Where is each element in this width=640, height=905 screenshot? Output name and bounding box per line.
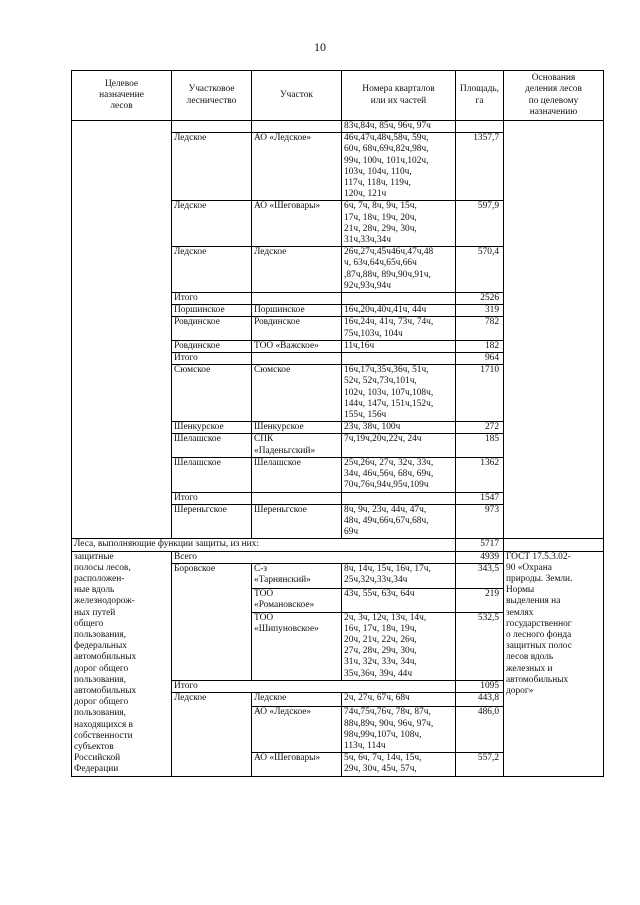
area-cell: 1547 bbox=[456, 492, 504, 504]
area-cell: 319 bbox=[456, 305, 504, 317]
plot-cell bbox=[252, 293, 342, 305]
header-area: Площадь, га bbox=[456, 71, 504, 121]
table-row bbox=[72, 121, 604, 133]
quarters-cell: 8ч, 9ч, 23ч, 44ч, 47ч, 48ч, 49ч,66ч,67ч,68ч, 69ч bbox=[342, 504, 456, 539]
protective-total: 5717 bbox=[456, 539, 504, 551]
quarters-cell bbox=[342, 353, 456, 365]
header-basis: Основания деления лесов по целевому назначению bbox=[504, 71, 604, 121]
header-forestry: Участковое лесничество bbox=[172, 71, 252, 121]
area-cell: 486,0 bbox=[456, 707, 504, 753]
basis-cell bbox=[504, 121, 604, 539]
plot-cell: Шенкурское bbox=[252, 422, 342, 434]
table-header-row bbox=[72, 71, 604, 121]
plot-cell bbox=[252, 492, 342, 504]
plot-cell: АО «Ледское» bbox=[252, 707, 342, 753]
forestry-cell: Ледское bbox=[172, 247, 252, 293]
area-cell: 570,4 bbox=[456, 247, 504, 293]
quarters-cell: 11ч,16ч bbox=[342, 340, 456, 352]
plot-cell bbox=[252, 353, 342, 365]
plot-cell: Ледское bbox=[252, 247, 342, 293]
area-cell: 782 bbox=[456, 317, 504, 340]
forestry-cell: Шенкурское bbox=[172, 422, 252, 434]
area-cell: 597,9 bbox=[456, 201, 504, 247]
quarters-cell: 5ч, 6ч, 7ч, 14ч, 15ч, 29ч, 30ч, 45ч, 57ч, bbox=[342, 753, 456, 776]
basis-gost-cell: ГОСТ 17.5.3.02- 90 «Охрана природы. Земли. Нормы выделения на землях государственног о лесного фонда защитных полос лесов вдоль железных и автомобильных дорог» bbox=[504, 551, 604, 776]
area-cell: 1710 bbox=[456, 365, 504, 422]
quarters-cell bbox=[342, 492, 456, 504]
section-1-body bbox=[72, 121, 604, 539]
forestry-cell: Шереньгское bbox=[172, 504, 252, 539]
protective-heading-row bbox=[72, 539, 604, 551]
plot-cell: Ледское bbox=[252, 693, 342, 707]
protective-heading: Леса, выполняющие функции защиты, из них: bbox=[72, 539, 456, 551]
header-plot: Участок bbox=[252, 71, 342, 121]
plot-cell: С-з «Тарнянский» bbox=[252, 563, 342, 589]
area-cell: 532,5 bbox=[456, 612, 504, 680]
area-cell: 557,2 bbox=[456, 753, 504, 776]
plot-cell: Шелашское bbox=[252, 457, 342, 492]
subtotal-value: 1095 bbox=[456, 680, 504, 692]
quarters-cell bbox=[342, 293, 456, 305]
section-2-body bbox=[72, 539, 604, 776]
quarters-cell: 83ч,84ч, 85ч, 96ч, 97ч bbox=[342, 121, 456, 133]
quarters-cell: 8ч, 14ч, 15ч, 16ч, 17ч, 25ч,32ч,33ч,34ч bbox=[342, 563, 456, 589]
forestry-cell: Поршинское bbox=[172, 305, 252, 317]
quarters-cell: 74ч,75ч,76ч, 78ч, 87ч, 88ч,89ч, 90ч, 96ч, 97ч, 98ч,99ч,107ч, 108ч, 113ч, 114ч bbox=[342, 707, 456, 753]
quarters-cell: 16ч,20ч,40ч,41ч, 44ч bbox=[342, 305, 456, 317]
forestry-cell: Сюмское bbox=[172, 365, 252, 422]
plot-cell: Поршинское bbox=[252, 305, 342, 317]
purpose-cell bbox=[72, 121, 172, 539]
forestry-cell: Ледское bbox=[172, 133, 252, 201]
total-row bbox=[72, 551, 604, 563]
area-cell: 973 bbox=[456, 504, 504, 539]
quarters-cell: 23ч, 38ч, 100ч bbox=[342, 422, 456, 434]
area-cell: 1357,7 bbox=[456, 133, 504, 201]
forestry-cell: Итого bbox=[172, 293, 252, 305]
forestry-cell: Ровдинское bbox=[172, 340, 252, 352]
forestry-cell: Шелашское bbox=[172, 434, 252, 457]
forestry-cell bbox=[172, 121, 252, 133]
quarters-cell: 43ч, 55ч, 63ч, 64ч bbox=[342, 589, 456, 612]
total-label: Всего bbox=[172, 551, 456, 563]
quarters-cell: 26ч,27ч,45ч46ч,47ч,48 ч, 63ч,64ч,65ч,66ч ,87ч,88ч, 89ч,90ч,91ч, 92ч,93ч,94ч bbox=[342, 247, 456, 293]
area-cell: 2526 bbox=[456, 293, 504, 305]
area-cell: 185 bbox=[456, 434, 504, 457]
quarters-cell: 2ч, 3ч, 12ч, 13ч, 14ч, 16ч, 17ч, 18ч, 19ч, 20ч, 21ч, 22ч, 26ч, 27ч, 28ч, 29ч, 30ч, 31ч, 32ч, 33ч, 34ч, 35ч,36ч, 39ч, 44ч bbox=[342, 612, 456, 680]
area-cell: 1362 bbox=[456, 457, 504, 492]
forestry-cell: Шелашское bbox=[172, 457, 252, 492]
forestry-cell: Ледское bbox=[172, 201, 252, 247]
area-cell: 443,8 bbox=[456, 693, 504, 707]
plot-cell: АО «Ледское» bbox=[252, 133, 342, 201]
plot-cell: АО «Шеговары» bbox=[252, 201, 342, 247]
quarters-cell: 6ч, 7ч, 8ч, 9ч, 15ч, 17ч, 18ч, 19ч, 20ч, 21ч, 28ч, 29ч, 30ч, 31ч,33ч,34ч bbox=[342, 201, 456, 247]
header-quarters: Номера кварталов или их частей bbox=[342, 71, 456, 121]
quarters-cell: 16ч,17ч,35ч,36ч, 51ч, 52ч, 52ч,73ч,101ч, 102ч, 103ч, 107ч,108ч, 144ч, 147ч, 151ч,152ч, 155ч, 156ч bbox=[342, 365, 456, 422]
purpose-roads-cell: защитные полосы лесов, расположен- ные вдоль железнодорож- ных путей общего пользования, федеральных автомобильных дорог общего пользования, автомобильных дорог общего пользования, находящихся в собственности субъектов Российской Федерации bbox=[72, 551, 172, 776]
quarters-cell: 25ч,26ч, 27ч, 32ч, 33ч, 34ч, 46ч,56ч, 68ч, 69ч, 70ч,76ч,94ч,95ч,109ч bbox=[342, 457, 456, 492]
quarters-cell: 2ч, 27ч, 67ч, 68ч bbox=[342, 693, 456, 707]
forestry-cell: Ровдинское bbox=[172, 317, 252, 340]
forestry-cell: Боровское bbox=[172, 563, 252, 680]
area-cell: 272 bbox=[456, 422, 504, 434]
area-cell: 964 bbox=[456, 353, 504, 365]
plot-cell: АО «Шеговары» bbox=[252, 753, 342, 776]
empty-basis-cell bbox=[504, 539, 604, 551]
plot-cell: Ровдинское bbox=[252, 317, 342, 340]
forestry-cell: Ледское bbox=[172, 693, 252, 777]
total-value: 4939 bbox=[456, 551, 504, 563]
plot-cell bbox=[252, 121, 342, 133]
area-cell bbox=[456, 121, 504, 133]
forestry-cell: Итого bbox=[172, 492, 252, 504]
plot-cell: Сюмское bbox=[252, 365, 342, 422]
plot-cell: ТОО «Романовское» bbox=[252, 589, 342, 612]
plot-cell: ТОО «Шипуновское» bbox=[252, 612, 342, 680]
plot-cell: СПК «Паденьгский» bbox=[252, 434, 342, 457]
subtotal-label: Итого bbox=[172, 680, 456, 692]
quarters-cell: 46ч,47ч,48ч,58ч, 59ч, 60ч, 68ч,69ч,82ч,98ч, 99ч, 100ч, 101ч,102ч, 103ч, 104ч, 110ч, 117ч, 118ч, 119ч, 120ч, 121ч bbox=[342, 133, 456, 201]
quarters-cell: 7ч,19ч,20ч,22ч, 24ч bbox=[342, 434, 456, 457]
forest-purpose-table bbox=[71, 70, 604, 777]
area-cell: 343,5 bbox=[456, 563, 504, 589]
forestry-cell: Итого bbox=[172, 353, 252, 365]
plot-cell: Шереньгское bbox=[252, 504, 342, 539]
page-number: 10 bbox=[314, 40, 326, 54]
header-purpose: Целевое назначение лесов bbox=[72, 71, 172, 121]
area-cell: 182 bbox=[456, 340, 504, 352]
area-cell: 219 bbox=[456, 589, 504, 612]
quarters-cell: 16ч,24ч, 41ч, 73ч, 74ч, 75ч,103ч, 104ч bbox=[342, 317, 456, 340]
plot-cell: ТОО «Важское» bbox=[252, 340, 342, 352]
